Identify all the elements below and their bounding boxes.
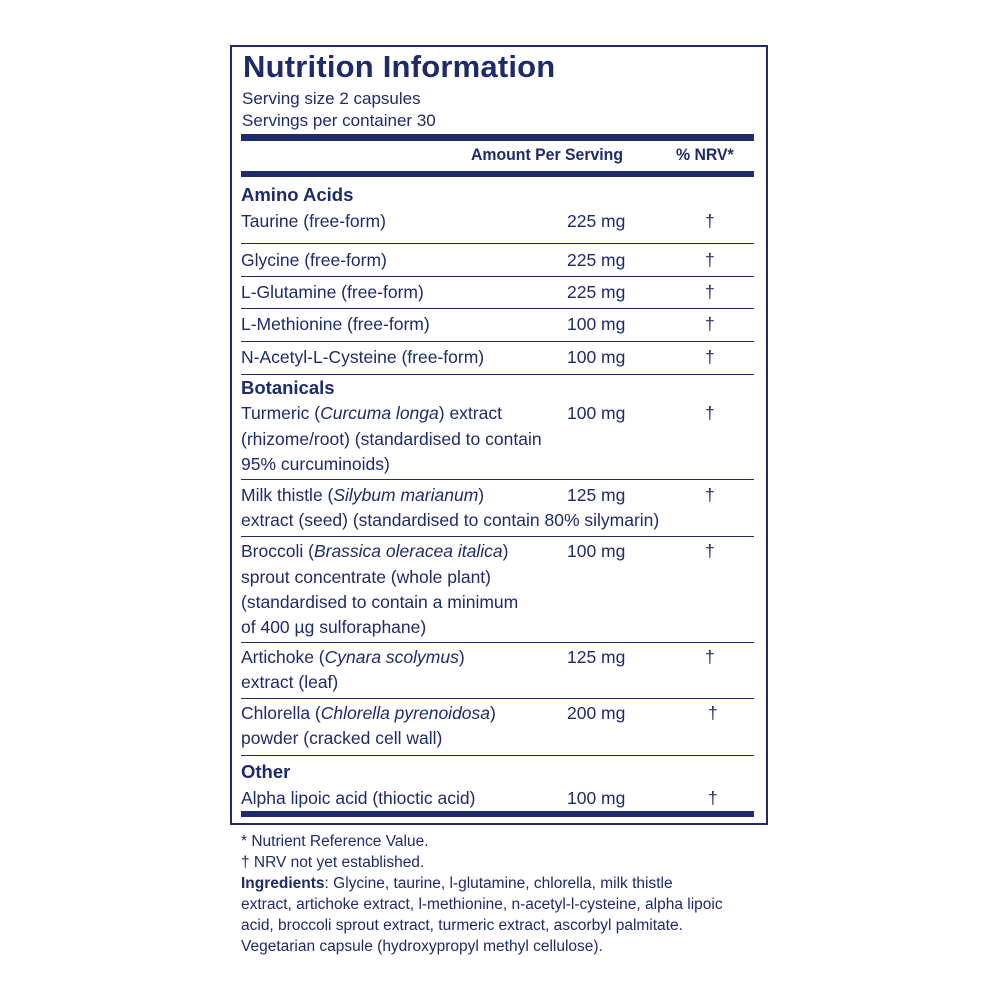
nutrient-name-line: extract (seed) (standardised to contain 80% silymarin) (241, 510, 660, 530)
nutrient-amount: 125 mg (567, 647, 626, 667)
nutrient-name: Alpha lipoic acid (thioctic acid) (241, 788, 476, 808)
row-divider (241, 243, 754, 244)
ingredients-line: Ingredients: Glycine, taurine, l-glutamine, chlorella, milk thistle (241, 875, 673, 892)
nutrient-amount: 100 mg (567, 347, 626, 367)
nutrient-nrv: † (705, 647, 715, 667)
column-header-amount: Amount Per Serving (471, 145, 623, 164)
latin-name: Curcuma longa (320, 403, 439, 423)
nutrient-nrv: † (705, 250, 715, 270)
row-divider (241, 698, 754, 699)
nutrient-name: L-Glutamine (free-form) (241, 282, 424, 302)
row-divider (241, 308, 754, 309)
nutrient-nrv: † (705, 282, 715, 302)
ingredients-label: Ingredients (241, 875, 325, 892)
nutrient-amount: 100 mg (567, 541, 626, 561)
nutrient-name: Milk thistle (Silybum marianum) (241, 485, 485, 505)
nutrition-panel (230, 45, 768, 825)
nutrient-name-line: powder (cracked cell wall) (241, 728, 443, 748)
ingredients-line: Vegetarian capsule (hydroxypropyl methyl cellulose). (241, 938, 603, 955)
nutrient-amount: 100 mg (567, 314, 626, 334)
nutrient-amount: 100 mg (567, 788, 626, 808)
nutrient-name-line: sprout concentrate (whole plant) (241, 567, 491, 587)
nutrient-nrv: † (705, 347, 715, 367)
dagger-footnote: † NRV not yet established. (241, 854, 425, 871)
nutrient-name: N-Acetyl-L-Cysteine (free-form) (241, 347, 485, 367)
nutrient-name-line: (standardised to contain a minimum (241, 592, 519, 612)
nrv-footnote: * Nutrient Reference Value. (241, 833, 429, 850)
servings-per-container: Servings per container 30 (242, 111, 436, 130)
nutrient-name-line: extract (leaf) (241, 672, 339, 692)
nutrient-nrv: † (705, 314, 715, 334)
latin-name: Silybum marianum (333, 485, 479, 505)
ingredients-line: acid, broccoli sprout extract, turmeric extract, ascorbyl palmitate. (241, 917, 683, 934)
latin-name: Brassica oleracea italica (313, 541, 503, 561)
latin-name: Cynara scolymus (324, 647, 459, 667)
nutrient-nrv: † (708, 703, 718, 723)
nutrient-name-line: of 400 µg sulforaphane) (241, 617, 427, 637)
nutrient-name: Turmeric (Curcuma longa) extract (241, 403, 502, 423)
nutrient-name-line: (rhizome/root) (standardised to contain (241, 429, 542, 449)
nutrient-nrv: † (705, 403, 715, 423)
table-bottom-bar (241, 811, 754, 817)
nutrient-amount: 200 mg (567, 703, 626, 723)
panel-title: Nutrition Information (243, 49, 556, 84)
nutrient-amount: 225 mg (567, 250, 626, 270)
section-other: Other (241, 761, 291, 782)
column-header-nrv: % NRV* (676, 145, 734, 164)
serving-size: Serving size 2 capsules (242, 89, 421, 108)
nutrient-nrv: † (705, 541, 715, 561)
nutrient-amount: 100 mg (567, 403, 626, 423)
nutrient-nrv: † (705, 485, 715, 505)
section-botanicals: Botanicals (241, 377, 335, 398)
row-divider (241, 642, 754, 643)
nutrient-amount: 125 mg (567, 485, 626, 505)
nutrient-name: Artichoke (Cynara scolymus) (241, 647, 465, 667)
nutrient-name: L-Methionine (free-form) (241, 314, 430, 334)
row-divider (241, 374, 754, 375)
nutrient-amount: 225 mg (567, 282, 626, 302)
row-divider (241, 755, 754, 756)
header-top-bar (241, 134, 754, 141)
header-bottom-bar (241, 171, 754, 177)
nutrient-name: Broccoli (Brassica oleracea italica) (241, 541, 509, 561)
nutrient-name: Glycine (free-form) (241, 250, 387, 270)
row-divider (241, 479, 754, 480)
latin-name: Chlorella pyrenoidosa (320, 703, 491, 723)
nutrient-amount: 225 mg (567, 211, 626, 231)
row-divider (241, 341, 754, 342)
row-divider (241, 536, 754, 537)
nutrient-nrv: † (708, 788, 718, 808)
nutrient-nrv: † (705, 211, 715, 231)
nutrient-name: Chlorella (Chlorella pyrenoidosa) (241, 703, 496, 723)
section-amino-acids: Amino Acids (241, 184, 354, 205)
row-divider (241, 276, 754, 277)
nutrient-name-line: 95% curcuminoids) (241, 454, 390, 474)
ingredients-line: extract, artichoke extract, l-methionine, n-acetyl-l-cysteine, alpha lipoic (241, 896, 723, 913)
nutrient-name: Taurine (free-form) (241, 211, 386, 231)
